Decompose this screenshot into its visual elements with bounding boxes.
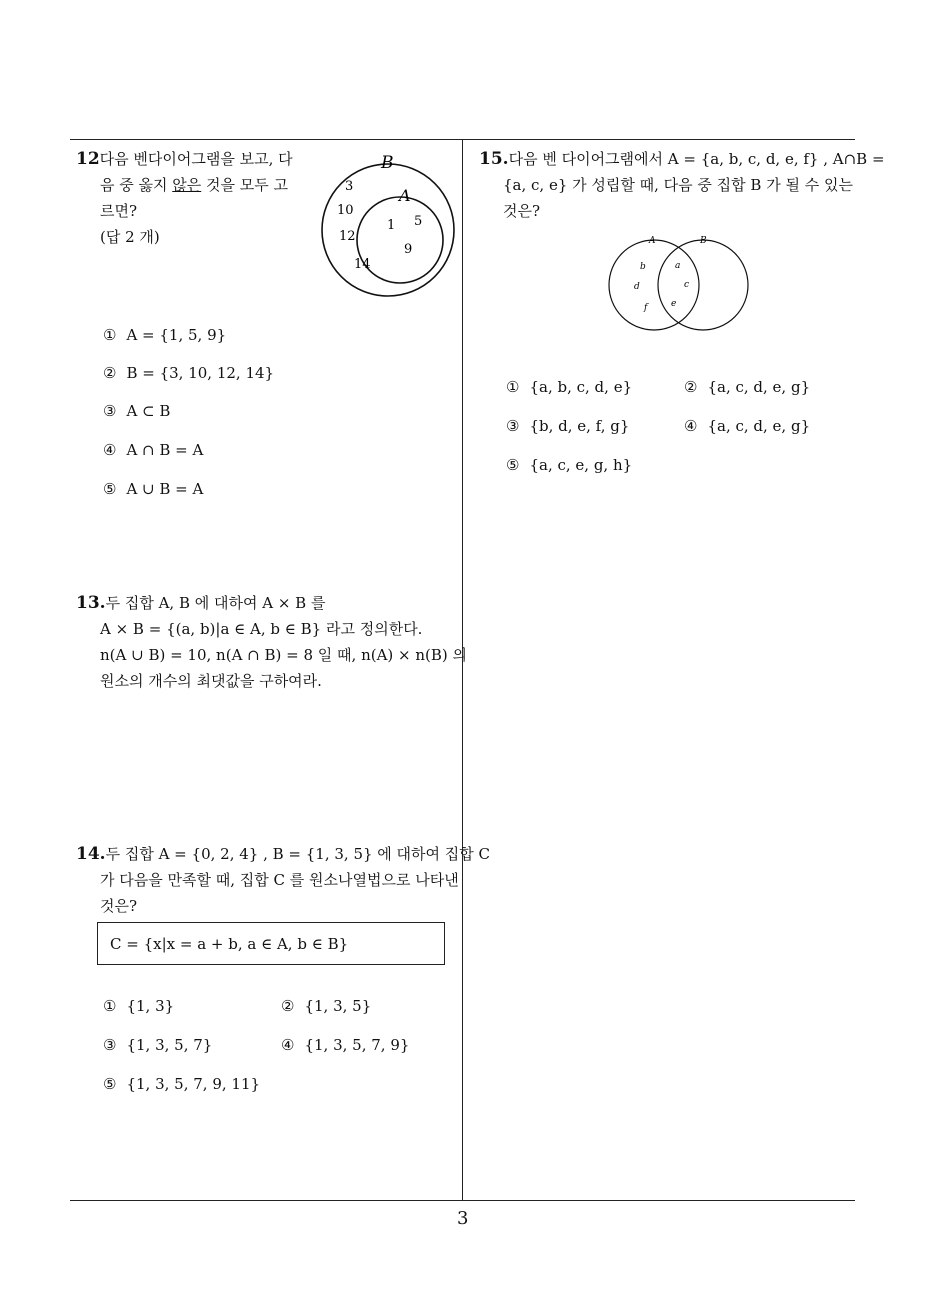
bottom-rule [70, 1200, 855, 1201]
question-text: A × B = {(a, b)|a ∈ A, b ∈ B} 라고 정의한다. [100, 620, 423, 638]
answer-count-note: (답 2 개) [100, 228, 160, 246]
choice-5[interactable] [103, 480, 203, 498]
choice-marker: ③ [506, 417, 520, 435]
column-divider [462, 139, 463, 1201]
choice-text: A = {1, 5, 9} [126, 326, 227, 344]
question-text: 것은? [100, 897, 138, 915]
element-label: e [671, 299, 677, 309]
question-number: 13. [76, 593, 106, 613]
set-a-label: A [649, 236, 656, 246]
choice-text: A ⊂ B [126, 402, 171, 420]
choice-marker: ④ [281, 1036, 295, 1054]
choice-marker: ③ [103, 402, 117, 420]
choice-1[interactable] [103, 326, 226, 344]
choice-1[interactable] [506, 378, 632, 396]
set-b-label: B [381, 153, 394, 173]
choice-text: {b, d, e, f, g} [529, 417, 630, 435]
question-14 [76, 841, 491, 919]
condition-box [97, 922, 445, 965]
choice-4[interactable] [103, 441, 203, 459]
choice-2[interactable] [684, 378, 810, 396]
underlined-word: 않은 [172, 176, 202, 194]
choice-text: {1, 3, 5, 7} [126, 1036, 213, 1054]
element-label: 14 [354, 257, 371, 272]
element-label: 5 [414, 214, 423, 229]
element-label: d [634, 282, 640, 292]
element-label: a [675, 261, 681, 271]
element-label: 3 [345, 179, 354, 194]
choice-marker: ⑤ [103, 480, 117, 498]
choice-marker: ② [281, 997, 295, 1015]
question-text: n(A ∪ B) = 10, n(A ∩ B) = 8 일 때, n(A) × n(B) 의 [100, 646, 468, 664]
choice-marker: ② [103, 364, 117, 382]
element-label: b [640, 262, 646, 272]
choice-5[interactable] [103, 1075, 260, 1093]
choice-text: A ∪ B = A [126, 480, 204, 498]
question-text: {a, c, e} 가 성립할 때, 다음 중 집합 B 가 될 수 있는 [503, 176, 853, 194]
choice-4[interactable] [684, 417, 810, 435]
question-text: 것은? [503, 202, 541, 220]
question-number: 15. [479, 149, 509, 169]
element-label: 1 [387, 218, 396, 233]
question-13 [76, 590, 468, 694]
question-number: 14. [76, 844, 106, 864]
question-text: 원소의 개수의 최댓값을 구하여라. [100, 672, 322, 690]
question-text: 다음 벤 다이어그램에서 A = {a, b, c, d, e, f} , A∩B = [508, 150, 885, 168]
choice-marker: ⑤ [506, 456, 520, 474]
venn-diagram-q12 [318, 150, 460, 298]
element-label: 12 [339, 229, 356, 244]
choice-text: A ∩ B = A [126, 441, 204, 459]
choice-text: {1, 3, 5, 7, 9} [304, 1036, 410, 1054]
question-text: 두 집합 A = {0, 2, 4} , B = {1, 3, 5} 에 대하여 집합 C [105, 845, 491, 863]
question-text: 음 중 옳지 [100, 176, 173, 194]
question-text: 다음 벤다이어그램을 보고, 다 [99, 150, 293, 168]
choice-marker: ① [103, 326, 117, 344]
choice-5[interactable] [506, 456, 632, 474]
question-number: 12 [76, 149, 100, 169]
question-text: 두 집합 A, B 에 대하여 A × B 를 [105, 594, 326, 612]
set-b-label: B [700, 236, 707, 246]
choice-3[interactable] [103, 402, 170, 420]
element-label: 9 [404, 242, 413, 257]
question-text: 르면? [100, 202, 138, 220]
question-text: 가 다음을 만족할 때, 집합 C 를 원소나열법으로 나타낸 [100, 871, 459, 889]
choice-text: {a, b, c, d, e} [529, 378, 633, 396]
choice-text: {1, 3} [126, 997, 175, 1015]
page-number: 3 [457, 1208, 469, 1229]
choice-marker: ④ [103, 441, 117, 459]
element-label: f [644, 303, 648, 313]
condition-text: C = {x|x = a + b, a ∈ A, b ∈ B} [110, 934, 349, 953]
venn-diagram-q15 [604, 232, 754, 336]
choice-3[interactable] [506, 417, 629, 435]
element-label: c [684, 280, 690, 290]
choice-3[interactable] [103, 1036, 212, 1054]
choice-2[interactable] [103, 364, 274, 382]
choice-4[interactable] [281, 1036, 409, 1054]
choice-2[interactable] [281, 997, 371, 1015]
choice-text: {a, c, d, e, g} [707, 417, 811, 435]
choice-marker: ③ [103, 1036, 117, 1054]
choice-text: {1, 3, 5} [304, 997, 372, 1015]
choice-text: {a, c, e, g, h} [529, 456, 633, 474]
choice-marker: ④ [684, 417, 698, 435]
choice-text: {a, c, d, e, g} [707, 378, 811, 396]
choice-text: B = {3, 10, 12, 14} [126, 364, 275, 382]
choice-marker: ② [684, 378, 698, 396]
question-15 [479, 146, 885, 224]
choice-text: {1, 3, 5, 7, 9, 11} [126, 1075, 261, 1093]
question-12 [76, 146, 306, 250]
choice-marker: ① [103, 997, 117, 1015]
choice-marker: ⑤ [103, 1075, 117, 1093]
choice-1[interactable] [103, 997, 174, 1015]
element-label: 10 [337, 203, 354, 218]
set-b-circle [658, 240, 748, 330]
question-text: 것을 모두 고 [201, 176, 289, 194]
choice-marker: ① [506, 378, 520, 396]
set-a-label: A [399, 186, 411, 205]
